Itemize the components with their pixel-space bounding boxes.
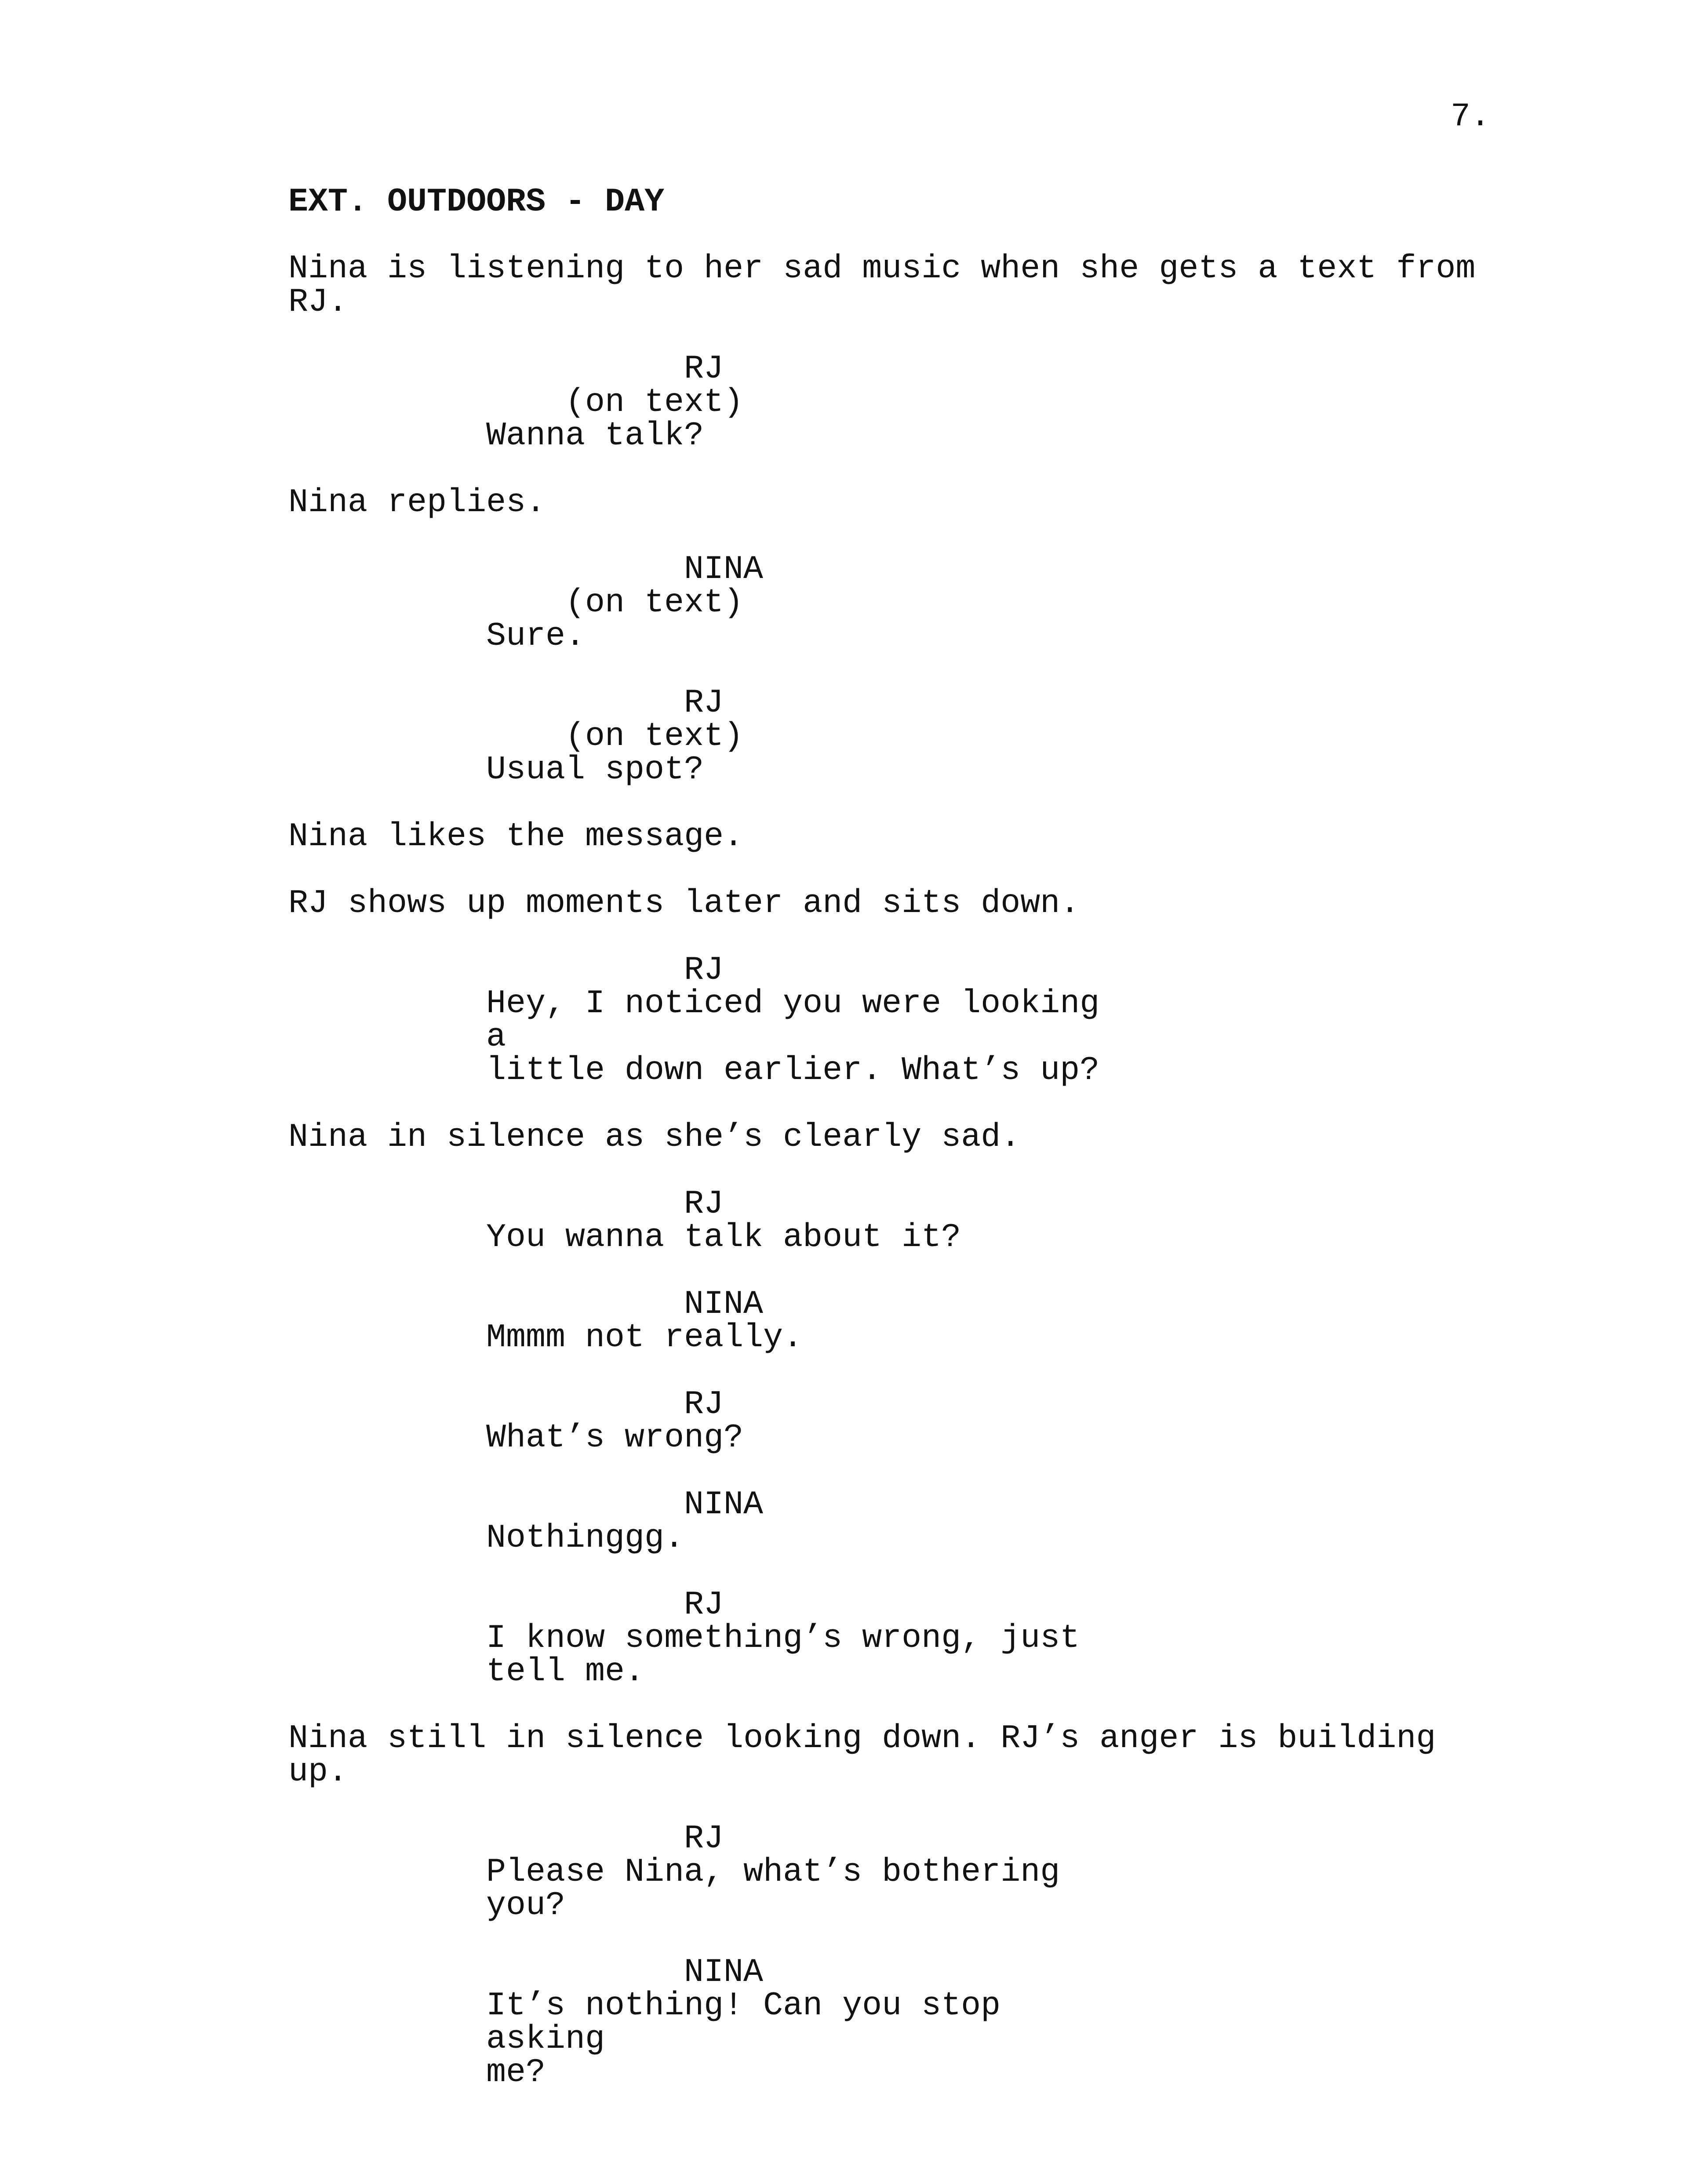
dialogue-block: [288, 553, 1607, 653]
character-name: RJ: [684, 684, 724, 722]
parenthetical: (on text): [565, 718, 744, 755]
dialogue-line: What’s wrong?: [486, 1419, 744, 1457]
dialogue-line: Sure.: [486, 618, 586, 655]
action-line: Nina likes the message.: [288, 818, 744, 855]
dialogue-line: Please Nina, what’s bothering you?: [486, 1853, 1080, 1924]
dialogue-block: [288, 684, 1607, 789]
dialogue-line: It’s nothing! Can you stop asking: [486, 1987, 1021, 2058]
action-line: Nina is listening to her sad music when she gets a text from RJ.: [288, 250, 1495, 321]
dialogue-line: I know something’s wrong, just: [486, 1620, 1080, 1657]
dialogue-line: Wanna talk?: [486, 417, 704, 454]
dialogue-line: Mmmm not really.: [486, 1319, 803, 1356]
script-body: [288, 185, 1607, 2123]
dialogue-line: me?: [486, 2054, 546, 2091]
dialogue-line: You wanna talk about it?: [486, 1219, 961, 1256]
character-name: NINA: [684, 1486, 764, 1523]
character-name: RJ: [684, 350, 724, 388]
dialogue-line: Nothinggg.: [486, 1519, 684, 1557]
action-line: RJ shows up moments later and sits down.: [288, 885, 1080, 922]
dialogue-line: tell me.: [486, 1653, 645, 1690]
page-number: 7.: [1451, 98, 1491, 135]
action-line: Nina replies.: [288, 484, 546, 521]
parenthetical: (on text): [565, 384, 744, 421]
character-name: RJ: [684, 1386, 724, 1423]
character-name: RJ: [684, 1185, 724, 1223]
dialogue-block: [288, 1822, 1607, 1922]
character-name: RJ: [684, 952, 724, 989]
dialogue-block: [288, 352, 1607, 453]
character-name: RJ: [684, 1820, 724, 1857]
dialogue-block: [288, 1588, 1607, 1689]
dialogue-block: [288, 1388, 1607, 1455]
dialogue-block: [288, 954, 1607, 1087]
character-name: NINA: [684, 1286, 764, 1323]
dialogue-block: [288, 1288, 1607, 1355]
character-name: NINA: [684, 1954, 764, 1991]
dialogue-line: Hey, I noticed you were looking a: [486, 985, 1120, 1056]
action-line: Nina still in silence looking down. RJ’s anger is building up.: [288, 1720, 1456, 1791]
dialogue-block: [288, 1956, 1607, 2090]
dialogue-line: little down earlier. What’s up?: [486, 1052, 1100, 1089]
character-name: NINA: [684, 551, 764, 588]
dialogue-block: [288, 1488, 1607, 1555]
action-line: Nina in silence as she’s clearly sad.: [288, 1119, 1021, 1156]
parenthetical: (on text): [565, 584, 744, 621]
character-name: RJ: [684, 1586, 724, 1624]
dialogue-line: Usual spot?: [486, 751, 704, 789]
scene-heading: EXT. OUTDOORS - DAY: [288, 183, 665, 221]
dialogue-block: [288, 1185, 1607, 1256]
